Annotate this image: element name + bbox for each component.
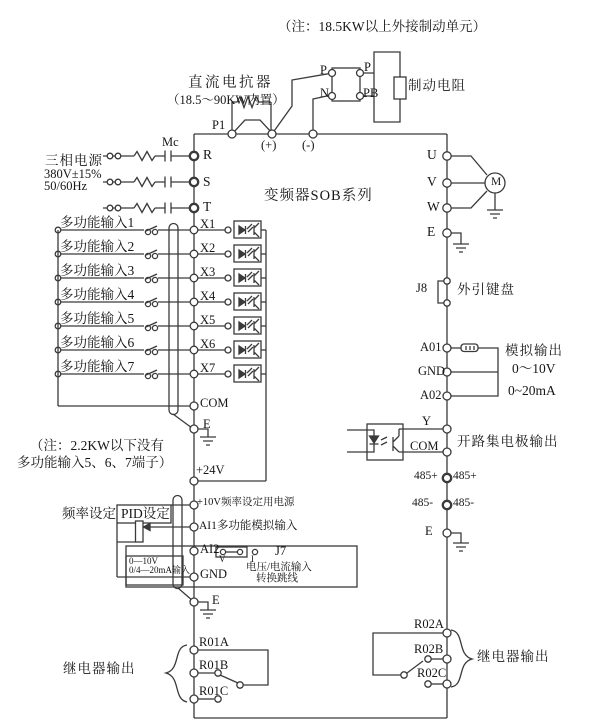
terminal-label-plus: (+) [261, 138, 277, 152]
terminal-label-e-output-bottom: E [425, 524, 433, 538]
terminal-label-u: U [427, 147, 437, 162]
mf-input-label-5: 多功能输入5 [60, 311, 135, 326]
brake-terminal-p-right: P [364, 60, 371, 74]
jumper-desc-1: 电压/电流输入 [246, 562, 312, 573]
terminal-label-w: W [427, 199, 440, 214]
terminal-circles [190, 130, 451, 703]
terminal-label-r01a: R01A [199, 635, 229, 649]
dc-reactor-note: （18.5～90KW内置） [167, 93, 285, 107]
terminal-label-x1: X1 [200, 217, 216, 231]
pid-set-label: PID设定 [121, 506, 170, 521]
analog-output-bracket [451, 344, 498, 396]
braking-unit [272, 52, 406, 134]
jumper-desc-2: 转换跳线 [256, 573, 298, 584]
ground-icon-output-bottom [451, 533, 469, 551]
terminal-label-485p-left: 485+ [414, 470, 438, 482]
three-phase-input-lines [103, 151, 194, 214]
open-collector-label: 开路集电极输出 [457, 434, 559, 449]
keypad-jumper [438, 278, 450, 306]
analog-output-range-2: 0~20mA [508, 383, 556, 398]
power-label-2: 380V±15% [44, 167, 102, 181]
motor-m-label: M [491, 176, 502, 188]
signal-range-1: 0—10V [129, 556, 158, 566]
terminal-label-ai1: AI1多功能模拟输入 [199, 520, 298, 532]
low-power-note-2: 多功能输入5、6、7端子） [17, 455, 173, 470]
terminal-label-com: COM [200, 396, 229, 410]
power-label-1: 三相电源 [45, 153, 103, 168]
terminal-label-s: S [203, 174, 211, 189]
wiper-arrow-icon [144, 524, 151, 531]
terminal-label-gnd-right: GND [418, 364, 446, 378]
main-bus-lines [194, 134, 447, 718]
terminal-label-485p-right: 485+ [453, 470, 477, 482]
terminal-label-x4: X4 [200, 289, 216, 303]
terminal-label-p1: P1 [212, 118, 226, 132]
mf-input-label-6: 多功能输入6 [60, 335, 135, 350]
signal-range-2: 0/4—20mA输入 [129, 565, 191, 575]
terminal-label-a01: A01 [420, 340, 442, 354]
terminal-label-e-analog: E [212, 593, 220, 607]
terminal-label-r02a: R02A [414, 617, 444, 631]
relay2-label: 继电器输出 [477, 649, 550, 664]
terminal-label-gnd-left: GND [200, 567, 228, 581]
terminal-label-x6: X6 [200, 337, 216, 351]
terminal-label-t: T [203, 199, 212, 214]
terminal-label-e-digital: E [203, 417, 211, 431]
brake-terminal-p-left: P [320, 63, 327, 77]
terminal-label-e-output-top: E [427, 224, 436, 239]
mf-input-label-2: 多功能输入2 [60, 239, 135, 254]
keypad-label: 外引键盘 [457, 282, 515, 297]
terminal-label-x7: X7 [200, 361, 216, 375]
terminal-label-485n-right: 485- [453, 497, 475, 509]
terminal-label-y: Y [422, 414, 432, 428]
terminal-label-r02b: R02B [414, 642, 444, 656]
relay1-brace [166, 645, 187, 702]
terminal-label-r01b: R01B [199, 658, 229, 672]
brake-resistor-icon [394, 77, 406, 99]
low-power-note-1: （注：2.2KW以下没有 [30, 438, 164, 453]
mf-input-label-3: 多功能输入3 [60, 263, 135, 278]
terminal-label-minus: (-) [302, 138, 315, 152]
terminal-label-x3: X3 [200, 265, 216, 279]
mf-input-label-7: 多功能输入7 [60, 359, 135, 374]
power-label-3: 50/60Hz [44, 179, 88, 193]
terminal-label-r02c: R02C [417, 666, 447, 680]
jumper-v-label: V [219, 554, 226, 564]
brake-resistor-label: 制动电阻 [408, 78, 466, 93]
jumper-j7-label: J7 [275, 544, 287, 558]
terminal-label-24v: +24V [196, 463, 225, 477]
dc-reactor-name: 直流电抗器 [188, 75, 273, 91]
brake-terminal-pb-right: PB [363, 86, 379, 100]
brake-terminal-n-left: N [320, 86, 330, 100]
terminal-label-485n-left: 485- [412, 497, 434, 509]
potentiometer-icon [136, 521, 144, 542]
freq-set-label: 频率设定 [62, 506, 116, 521]
inverter-title: 变频器SOB系列 [264, 188, 373, 204]
mf-input-label-4: 多功能输入4 [60, 287, 135, 302]
jumper-j8-label: J8 [416, 281, 428, 295]
terminal-label-ai2: AI2 [200, 542, 220, 556]
top-note: （注：18.5KW以上外接制动单元） [278, 19, 487, 34]
terminal-label-com-right: COM [410, 439, 439, 453]
mf-input-label-1: 多功能输入1 [60, 215, 135, 230]
terminal-label-a02: A02 [420, 388, 442, 402]
ground-icon-output-top [451, 233, 469, 252]
relay1-label: 继电器输出 [63, 661, 136, 676]
terminal-label-r: R [203, 147, 213, 162]
terminal-label-r01c: R01C [199, 684, 229, 698]
analog-output-range-1: 0～10V [512, 361, 556, 376]
terminal-label-x2: X2 [200, 241, 216, 255]
terminal-label-10v: +10V频率设定用电源 [197, 497, 295, 508]
terminal-label-v: V [427, 174, 437, 189]
relay2-brace [451, 630, 472, 687]
terminal-label-x5: X5 [200, 313, 216, 327]
analog-output-label: 模拟输出 [505, 343, 563, 358]
jumper-i-label: I [251, 554, 254, 564]
contactor-label-mc: Mc [162, 135, 179, 149]
